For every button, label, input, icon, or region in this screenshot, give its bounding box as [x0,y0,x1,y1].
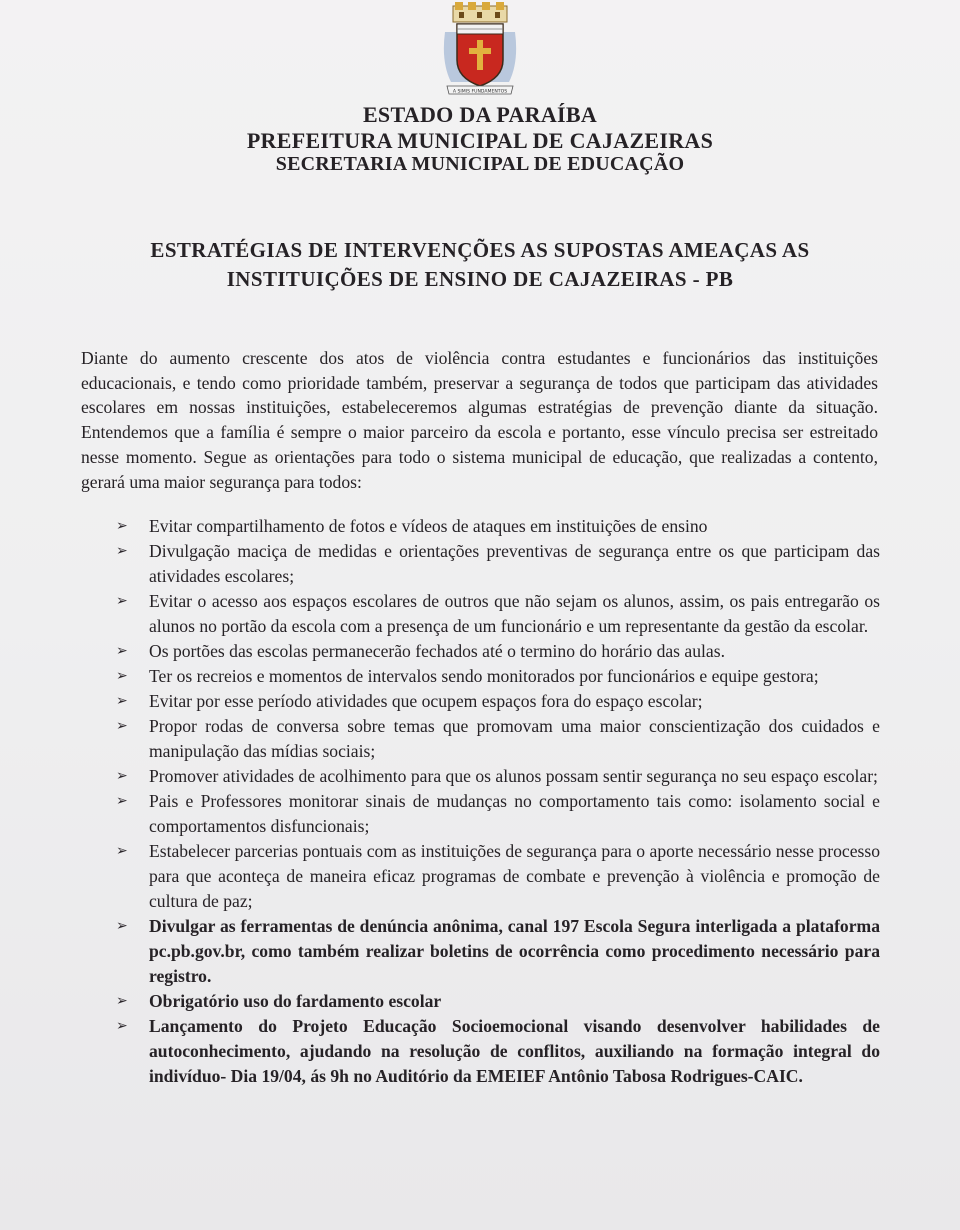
arrow-bullet-icon: ➢ [116,518,128,534]
list-item: ➢ Obrigatório uso do fardamento escolar [114,989,880,1014]
list-item: ➢ Propor rodas de conversa sobre temas que promovam uma maior conscientização dos cuidados e manipulação das mídias sociais; [116,716,880,761]
crest-motto: A SIMIS FUNDAMENTOS [452,89,508,95]
intro-paragraph: Diante do aumento crescente dos atos de violência contra estudantes e funcionários das instituições educacionais, e tendo como prioridade também, preservar a segurança de todos que participam das atividades escolares em nossas instituições, estabeleceremos algumas estratégias de prevenção diante da situação. Entendemos que a família é sempre o maior parceiro da escola e portanto, esse vínculo precisa ser estreitado nesse momento. Segue as orientações para todo o sistema municipal de educação, que realizadas a contento, gerará uma maior segurança para todos: [81,348,878,492]
header-secretariat: SECRETARIA MUNICIPAL DE EDUCAÇÃO [275,153,685,175]
list-item: ➢ Evitar compartilhamento de fotos e vídeos de ataques em instituições de ensino [114,514,880,539]
title-line-2: INSTITUIÇÕES DE ENSINO DE CAJAZEIRAS - PB [226,267,734,291]
list-item: ➢ Promover atividades de acolhimento para que os alunos possam sentir segurança no seu espaço escolar; [114,764,880,789]
strategy-list [114,514,880,1089]
header-city-hall: PREFEITURA MUNICIPAL DE CAJAZEIRAS [246,128,714,153]
list-item: ➢ Divulgação maciça de medidas e orientações preventivas de segurança entre os que participam das atividades escolares; [116,541,880,586]
arrow-bullet-icon: ➢ [116,543,128,559]
list-item: ➢ Estabelecer parcerias pontuais com as instituições de segurança para o aporte necessário nesse processo para que aconteça de maneira eficaz programas de combate e prevenção à violência e promoção de cultura de paz; [116,841,880,911]
arrow-bullet-icon: ➢ [116,718,128,734]
list-item: ➢ Divulgar as ferramentas de denúncia anônima, canal 197 Escola Segura interligada a plataforma pc.pb.gov.br, como também realizar boletins de ocorrência como procedimento necessário para registro. [116,916,880,986]
arrow-bullet-icon: ➢ [116,593,128,609]
arrow-bullet-icon: ➢ [116,1018,128,1034]
document-title [120,236,840,294]
coat-of-arms-icon [441,2,519,98]
list-item: ➢ Pais e Professores monitorar sinais de mudanças no comportamento tais como: isolamento social e comportamentos disfuncionais; [116,791,880,836]
arrow-bullet-icon: ➢ [116,993,128,1009]
list-item: ➢ Ter os recreios e momentos de intervalos sendo monitorados por funcionários e equipe gestora; [114,664,880,689]
arrow-bullet-icon: ➢ [116,643,128,659]
list-item: ➢ Evitar o acesso aos espaços escolares de outros que não sejam os alunos, assim, os pais entregarão os alunos no portão da escola com a presença de um funcionário e um representante da gestão da escolar. [116,591,880,636]
arrow-bullet-icon: ➢ [116,793,128,809]
arrow-bullet-icon: ➢ [116,693,128,709]
header-state: ESTADO DA PARAÍBA [362,102,598,127]
list-item: ➢ Evitar por esse período atividades que ocupem espaços fora do espaço escolar; [114,689,880,714]
arrow-bullet-icon: ➢ [116,668,128,684]
arrow-bullet-icon: ➢ [116,843,128,859]
arrow-bullet-icon: ➢ [116,918,128,934]
title-line-1: ESTRATÉGIAS DE INTERVENÇÕES AS SUPOSTAS AMEAÇAS AS [150,238,810,262]
arrow-bullet-icon: ➢ [116,768,128,784]
list-item: ➢ Lançamento do Projeto Educação Socioemocional visando desenvolver habilidades de autoconhecimento, ajudando na resolução de conflitos, auxiliando na formação integral do indivíduo- Dia 19/04, ás 9h no Auditório da EMEIEF Antônio Tabosa Rodrigues-CAIC. [116,1016,880,1086]
list-item: ➢ Os portões das escolas permanecerão fechados até o termino do horário das aulas. [114,639,880,664]
